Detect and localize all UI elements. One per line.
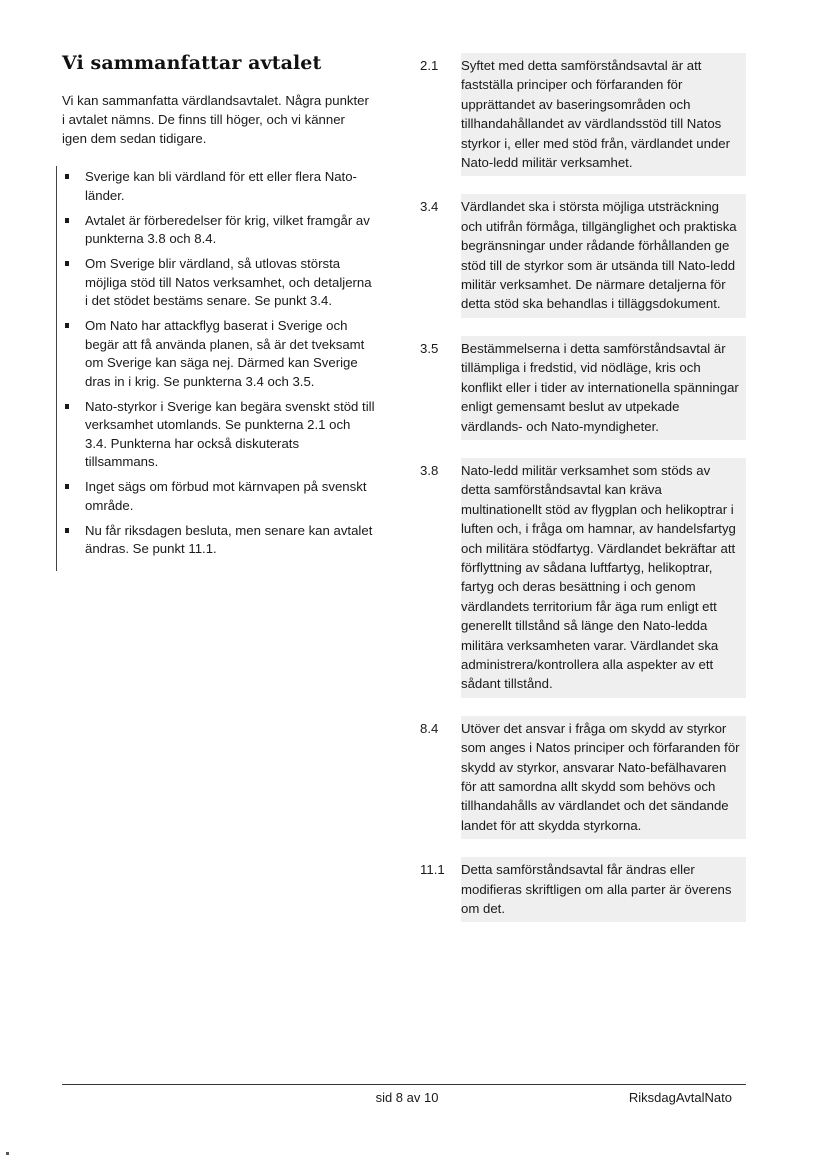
clause-text: Nato-ledd militär verksamhet som stöds av detta samförståndsavtal kan kräva multinationellt stöd av flygplan och helikoptrar i luften och, i fråga om hamnar, av handelsfartyg och militära stödfartyg. Värdlandet bekräftar att förflyttning av sådana luftfartyg, helikoptrar, fartyg och deras besättning i och genom värdlandets territorium får äga rum enligt ett generellt tillstånd så länge den Nato-ledda militära verksamheten varar. Värdlandet ska administrera/kontrollera alla aspekter av ett sådant tillstånd. — [461, 458, 746, 698]
summary-bullet-box — [56, 166, 393, 571]
clause-number: 3.4 — [420, 199, 439, 215]
clause-number: 3.5 — [420, 340, 439, 356]
clause-number: 3.8 — [420, 462, 439, 478]
summary-bullet-item: Om Nato har attackflyg baserat i Sverige och begär att få använda planen, så är det tveksamt om Sverige kan säga nej. Därmed kan Sverige dras in i krig. Se punkterna 3.4 och 3.5. — [63, 317, 375, 391]
document-name: RiksdagAvtalNato — [628, 1090, 732, 1105]
scan-artifact — [6, 1152, 9, 1155]
clause-2-1 — [420, 53, 746, 176]
summary-heading: Vi sammanfattar avtalet — [62, 52, 322, 74]
clause-3-8 — [420, 458, 746, 698]
page-number: sid 8 av 10 — [375, 1090, 439, 1105]
summary-column — [62, 52, 382, 571]
clause-text: Utöver det ansvar i fråga om skydd av styrkor som anges i Natos principer och förfaranden för skydd av styrkor, ansvarar Nato-befälhavaren för att samordna allt skydd som behövs och tillhandahålls av värdlandet och det sändande landet för att skydda styrkorna. — [461, 716, 746, 839]
summary-bullet-item: Sverige kan bli värdland för ett eller flera Nato-länder. — [63, 168, 375, 205]
summary-bullet-item: Om Sverige blir värdland, så utlovas största möjliga stöd till Natos verksamhet, och detaljerna i det stödet bestäms senare. Se punkt 3.4. — [63, 255, 375, 311]
clause-3-4 — [420, 194, 746, 317]
summary-bullet-item: Nu får riksdagen besluta, men senare kan avtalet ändras. Se punkt 11.1. — [63, 522, 375, 559]
clause-11-1 — [420, 857, 746, 922]
summary-bullet-item: Nato-styrkor i Sverige kan begära svenskt stöd till verksamhet utomlands. Se punkterna 2.1 och 3.4. Punkterna har också diskuterats tillsammans. — [63, 398, 375, 472]
clause-number: 8.4 — [420, 720, 439, 736]
clause-text: Detta samförståndsavtal får ändras eller modifieras skriftligen om alla parter är överens om det. — [461, 857, 746, 922]
clause-number: 2.1 — [420, 58, 439, 73]
clause-3-5 — [420, 336, 746, 440]
summary-bullet-item: Avtalet är förberedelser för krig, vilket framgår av punkterna 3.8 och 8.4. — [63, 212, 375, 249]
clause-8-4 — [420, 716, 746, 839]
agreement-clauses-column — [420, 53, 746, 940]
footer-divider — [62, 1084, 746, 1085]
summary-intro: Vi kan sammanfatta värdlandsavtalet. Några punkter i avtalet nämns. De finns till höger, och vi känner igen dem sedan tidigare. — [62, 93, 369, 146]
clause-text: Syftet med detta samförståndsavtal är att fastställa principer och förfaranden för upprättandet av baseringsområden och tillhandahållandet av värdlandsstöd till Natos styrkor i, eller med stöd från, värdlandet under Nato-ledd militär verksamhet. — [461, 53, 746, 176]
clause-text: Värdlandet ska i största möjliga utsträckning och utifrån förmåga, tillgänglighet och praktiska begränsningar under rådande förhållanden ge stöd till de styrkor som är utsända till Nato-ledd militär verksamhet. De närmare detaljerna för detta stöd ska behandlas i tilläggsdokument. — [461, 194, 746, 317]
summary-bullet-list — [63, 168, 393, 559]
clause-text: Bestämmelserna i detta samförståndsavtal är tillämpliga i fredstid, vid nödläge, kris och konflikt eller i tider av internationella spänningar enligt gemensamt beslut av utpekade värdlands- och Nato-myndigheter. — [461, 336, 746, 440]
summary-bullet-item: Inget sägs om förbud mot kärnvapen på svenskt område. — [63, 478, 375, 515]
clause-number: 11.1 — [420, 862, 445, 878]
